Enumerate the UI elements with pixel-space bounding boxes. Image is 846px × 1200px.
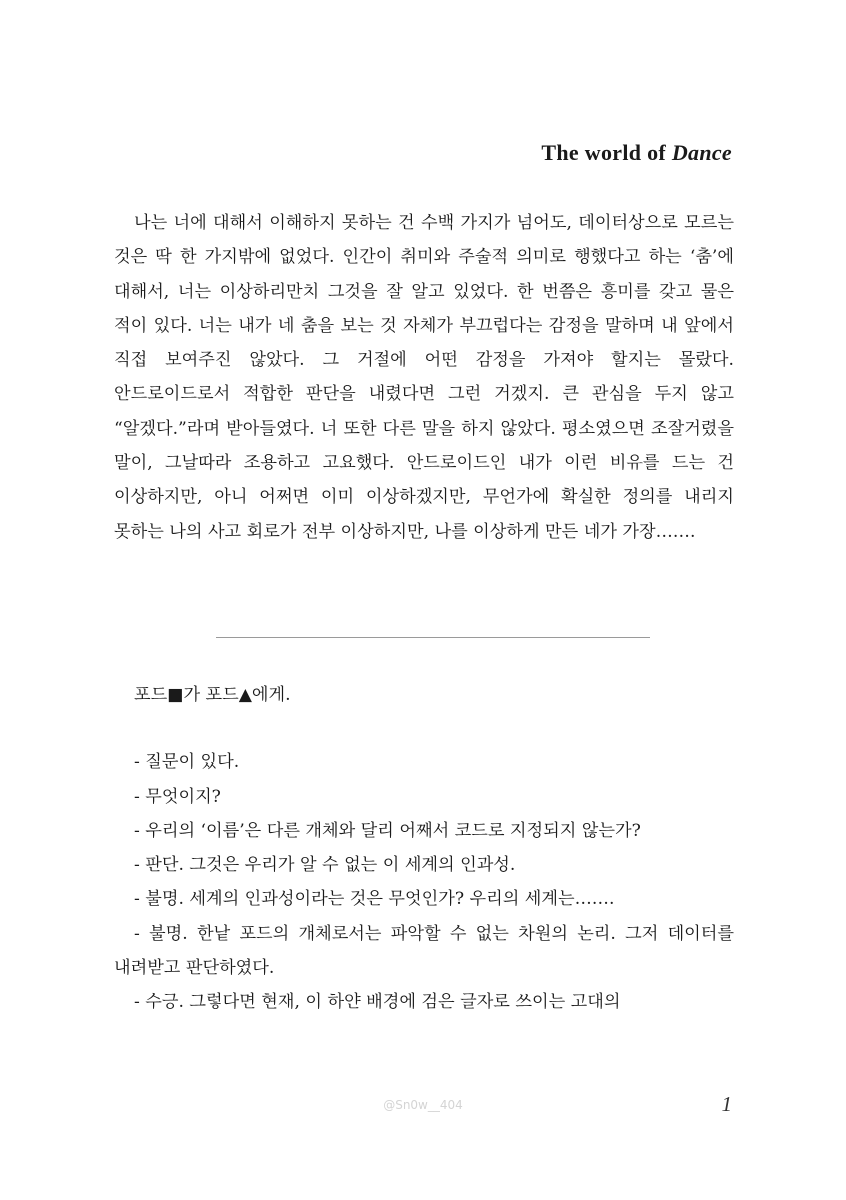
title-prefix: The world of — [541, 140, 667, 165]
dialogue-line: - 질문이 있다. — [134, 752, 240, 773]
prose-section — [114, 206, 734, 549]
dialogue-line: - 우리의 ‘이름’은 다른 개체와 달리 어째서 코드로 지정되지 않는가? — [134, 820, 641, 841]
dialogue-line: - 무엇이지? — [134, 786, 221, 807]
dialogue-line: - 판단. 그것은 우리가 알 수 없는 이 세계의 인과성. — [134, 855, 516, 876]
dialogue-line: - 불명. 한낱 포드의 개체로서는 파악할 수 없는 차원의 논리. 그저 데이터를 내려받고 판단하였다. — [114, 923, 734, 979]
dialogue-line: - 수긍. 그렇다면 현재, 이 하얀 배경에 검은 글자로 쓰이는 고대의 — [134, 992, 621, 1013]
dialogue-section — [114, 678, 734, 1020]
prose-paragraph: 나는 너에 대해서 이해하지 못하는 건 수백 가지가 넘어도, 데이터상으로 모르는 것은 딱 한 가지밖에 없었다. 인간이 취미와 주술적 의미로 행했다고 하는 ‘춤’에 대해서, 너는 이상하리만치 그것을 잘 알고 있었다. 한 번쯤은 흥미를 갖고 물은 적이 있다. 너는 내가 네 춤을 보는 것 자체가 부끄럽다는 감정을 말하며 내 앞에서 직접 보여주진 않았다. 그 거절에 어떤 감정을 가져야 할지는 몰랐다. 안드로이드로서 적합한 판단을 내렸다면 그런 거겠지. 큰 관심을 두지 않고 “알겠다.”라며 받아들였다. 너 또한 다른 말을 하지 않았다. 평소였으면 조잘거렸을 말이, 그날따라 조용하고 고요했다. 안드로이드인 내가 이런 비유를 드는 건 이상하지만, 아니 어쩌면 이미 이상하겠지만, 무언가에 확실한 정의를 내리지 못하는 나의 사고 회로가 전부 이상하지만, 나를 이상하게 만든 네가 가장……. — [114, 213, 734, 542]
dialogue-line: - 불명. 세계의 인과성이라는 것은 무엇인가? 우리의 세계는……. — [134, 889, 615, 910]
chapter-title — [541, 140, 732, 166]
page-number: 1 — [721, 1092, 732, 1116]
title-emphasis: Dance — [671, 140, 732, 165]
dialogue-heading: 포드■가 포드▲에게. — [134, 685, 291, 705]
section-divider — [216, 637, 650, 638]
author-watermark: @Sn0w__404 — [383, 1098, 463, 1112]
